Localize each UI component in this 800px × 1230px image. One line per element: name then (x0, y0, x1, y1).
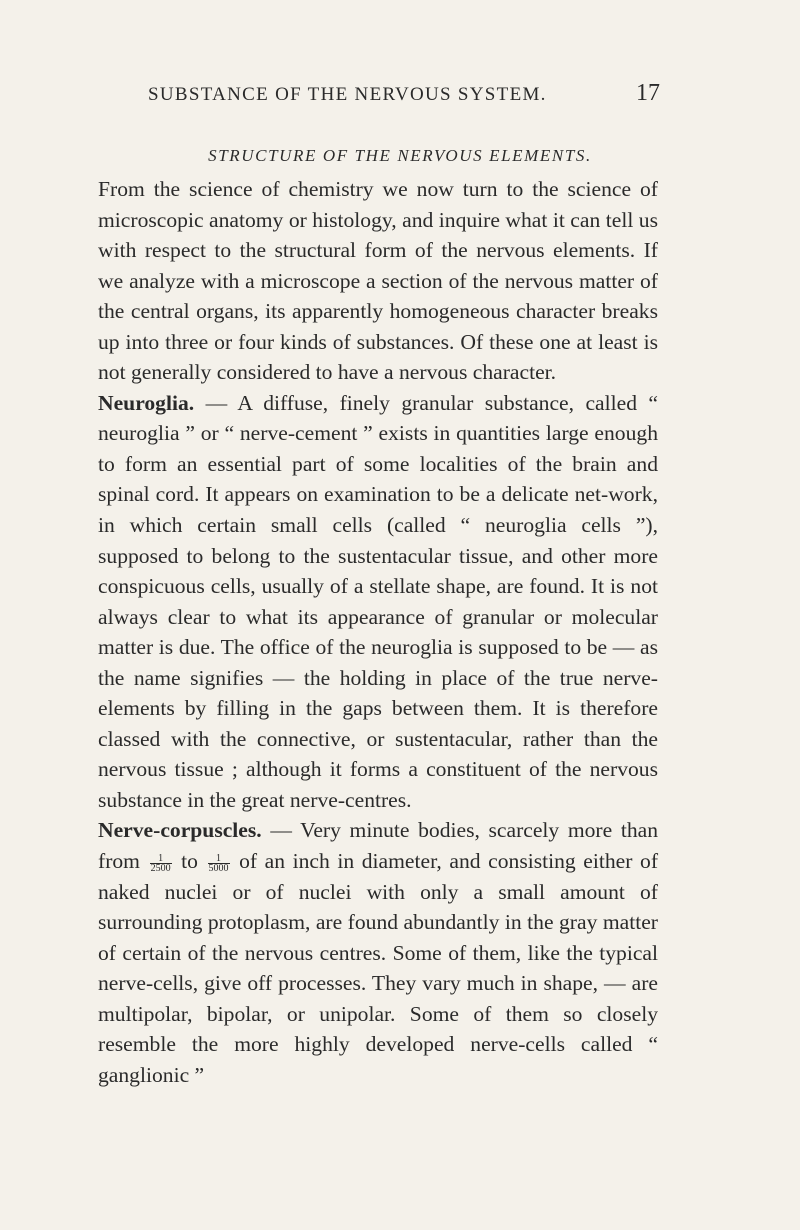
fraction-denominator: 2500 (150, 862, 171, 874)
fraction-one-5000 (208, 854, 230, 873)
paragraph-nerve-corpuscles (98, 815, 658, 1090)
fraction-denominator: 5000 (208, 862, 229, 874)
paragraph-intro: From the science of chemistry we now turn to the science of microscopic anatomy or histology, and inquire what it can tell us with respect to the structural form of the nervous elements. If we analyze with a microscope a section of the nervous matter of the central organs, its apparently homogeneous character breaks up into three or four kinds of substances. Of these one at least is not generally considered to have a nervous character. (98, 177, 658, 385)
fraction-one-2500 (150, 854, 172, 873)
page-number: 17 (636, 80, 660, 106)
corpuscles-text-b: of an inch in diameter, and consisting either of naked nuclei or of nuclei with only a small amount of surrounding protoplasm, are found abundantly in the gray matter of certain of the nervous centres. Some of them, like the typical nerve-cells, give off processes. They vary much in shape, — are multipolar, bipolar, or unipolar. Some of them so closely resemble the more highly developed nerve-cells called “ ganglionic ” (98, 849, 659, 1087)
fraction-numerator: 1 (150, 854, 172, 864)
running-head (148, 80, 660, 107)
corpuscles-text-a: — Very minute bodies, scarcely more than from (98, 818, 658, 874)
paragraph-neuroglia (98, 388, 658, 816)
body-text (98, 174, 658, 1090)
fraction-numerator: 1 (208, 854, 230, 864)
run-in-heading-corpuscles: Nerve-corpuscles. (98, 818, 262, 843)
running-title: SUBSTANCE OF THE NERVOUS SYSTEM. (148, 84, 547, 105)
run-in-heading-neuroglia: Neuroglia. (98, 390, 195, 415)
section-title: STRUCTURE OF THE NERVOUS ELEMENTS. (208, 146, 592, 165)
neuroglia-text: — A diffuse, finely granular substance, called “ neuroglia ” or “ nerve-cement ” exists in quantities large enough to form an essential part of some localities of the brain and spinal cord. It appears on examination to be a delicate net-work, in which certain small cells (called “ neuroglia cells ”), supposed to belong to the sustentacular tissue, and other more conspicuous cells, usually of a stellate shape, are found. It is not always clear to what its appearance of granular or molecular matter is due. The office of the neuroglia is supposed to be — as the name signifies — the holding in place of the true nerve-elements by filling in the gaps between them. It is therefore classed with the connective, or sustentacular, rather than the nervous tissue ; although it forms a constituent of the nervous substance in the great nerve-centres. (98, 390, 658, 812)
corpuscles-to: to (173, 849, 206, 874)
